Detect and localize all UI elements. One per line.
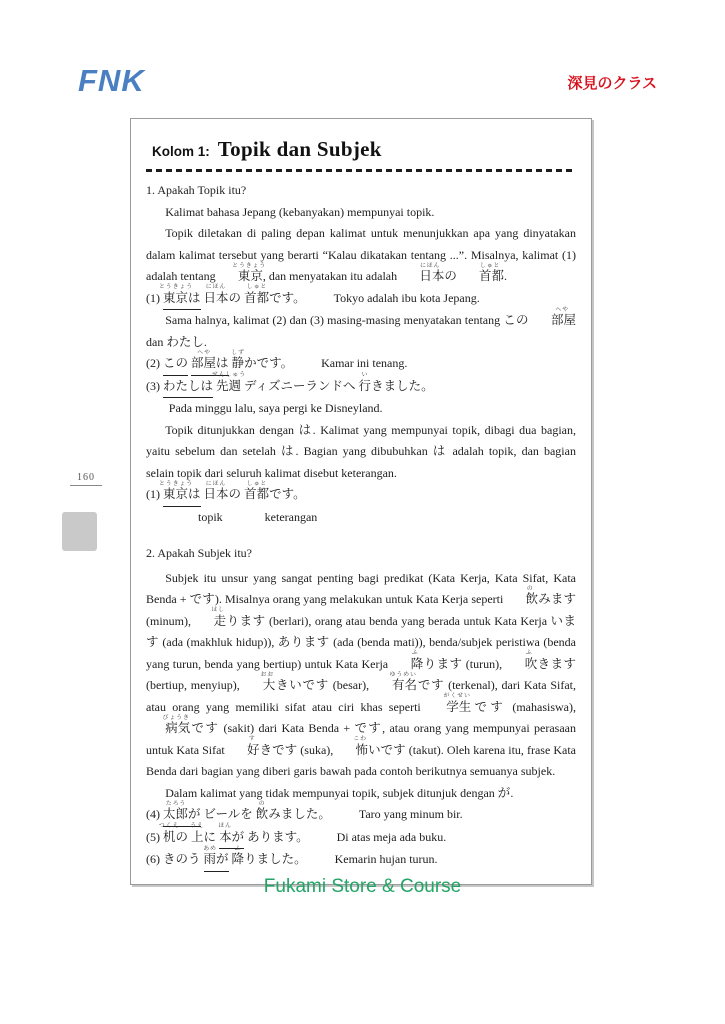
japanese-text: 日本 にほん [203,479,229,501]
margin-gray-box [62,512,97,551]
japanese-text: は [298,422,313,437]
japanese-text: は [280,444,296,458]
japanese-text: この [163,353,188,376]
japanese-text: 日本 にほん [400,266,444,288]
paragraph [146,568,576,783]
text-segment: (6) [146,852,163,866]
japanese-text: きました。 [371,378,434,393]
text-segment: (minum), [146,613,195,628]
text-segment: (suka), [297,742,337,757]
japanese-text: あります [277,635,330,649]
text-segment: 1. Apakah Topik itu? [146,183,247,197]
paragraph [146,223,576,288]
text-segment: Dalam kalimat yang tidak mempunyai topik, subjek ditunjuk dengan [165,785,498,800]
text-segment: adalah topik, dan bagian selain topik dari seluruh kalimat disebut keterangan. [146,444,576,480]
japanese-text: ります [226,613,266,628]
japanese-text: 太郎 たろう [163,804,188,827]
text-segment: Topik diletakan di paling depan kalimat untuk menunjukkan apa yang dinyatakan dalam kalimat tersebut yang berarti “Kalau dikatakan tentang ...”. Misalnya, kalimat (1) adalah tentang [146,226,576,283]
text-segment: (ada (makhluk hidup)), [158,635,278,649]
store-footer: Fukami Store & Course [263,876,462,897]
text-segment: Kamar ini tenang. [321,356,408,370]
japanese-text: きのう [163,852,201,866]
section-title-row [152,137,576,162]
text-segment: (sakit) dari Kata Benda + [219,721,355,735]
japanese-text: 東京 とうきょう [163,288,188,311]
japanese-text: 机 つくえ [159,821,180,844]
japanese-text: 東京 とうきょう [219,266,263,288]
text-segment: . [504,269,508,283]
furigana: しず [230,348,245,355]
japanese-text: 本 ほん [219,827,232,850]
dashed-divider [146,169,576,172]
text-segment: (1) [146,290,163,305]
furigana: にほん [420,261,441,268]
japanese-text: 部屋 へや [532,310,576,332]
japanese-text: です [189,592,215,606]
labels-line [146,507,576,529]
furigana: はし [211,605,226,613]
japanese-text: ります [423,656,463,671]
text-segment: Tokyo adalah ibu kota Jepang. [333,290,480,305]
japanese-text: 走 はし [194,611,226,633]
furigana: にほん [205,479,227,486]
japanese-text: です [471,699,507,714]
japanese-text: です。 [269,487,306,501]
japanese-text: は [188,288,201,311]
text-segment: Subjek itu unsur yang sangat penting bagi predikat (Kata Kerja, Kata Sifat, Kata Benda + [146,570,576,606]
example-line [146,844,576,872]
japanese-text: 有名 ゆうめい [373,675,417,697]
furigana: とうきょう [158,479,193,486]
japanese-text: 日本 にほん [203,282,229,305]
paragraph [146,783,576,805]
furigana: す [248,734,256,742]
japanese-text: きです [259,742,298,757]
text-segment: , atau orang yang mempunyai perasaan untuk Kata Sifat [146,721,576,757]
japanese-text: 降 ふ [392,654,424,676]
japanese-text: の [175,829,189,844]
japanese-text: は [216,353,229,376]
furigana: ふ [412,648,419,656]
japanese-text: 飲 の [255,799,269,821]
furigana: い [361,370,369,378]
furigana: がくせい [443,691,471,699]
japanese-text: の [444,269,457,283]
paragraph [146,202,576,224]
example-line [146,479,576,507]
japanese-text: 先週 せんしゅう [211,370,246,393]
text-segment: Di atas meja ada buku. [336,829,447,844]
japanese-text: 東京 とうきょう [163,484,188,507]
paragraph [146,420,576,485]
text-segment: Pada minggu lalu, saya pergi ke Disneyland. [168,401,383,415]
japanese-text: わたしは [163,376,213,399]
japanese-text: は [188,484,201,507]
text-segment: Kalimat bahasa Jepang (kebanyakan) mempunyai topik. [165,204,435,219]
furigana: ゆうめい [389,670,417,677]
text-segment: ). Misalnya orang yang melakukan untuk Kata Kerja seperti [214,592,507,606]
japanese-text: わたし [166,334,204,349]
example-part-label: topik [198,509,223,524]
japanese-text: 上 うえ [190,821,205,844]
japanese-text: みます [538,592,576,606]
text-segment: (5) [146,829,163,844]
japanese-text: あります。 [247,829,309,844]
furigana: にほん [205,282,227,290]
furigana: あめ [202,844,217,851]
japanese-text: 行 い [358,370,372,393]
furigana: ふ [234,844,242,851]
example-line [146,799,576,827]
page-header [0,0,725,98]
furigana: ふ [526,648,533,656]
japanese-text: ビールを [203,807,253,821]
text-segment: , dan menyatakan itu adalah [262,269,401,283]
furigana: たろう [165,799,186,806]
document-sheet [130,118,592,885]
japanese-text: 飲 の [506,589,538,611]
japanese-text: 学生 がくせい [427,697,471,719]
furigana: とうきょう [158,282,193,290]
japanese-text: です [190,721,220,735]
text-segment: 2. Apakah Subjek itu? [146,546,252,560]
translation-line [146,398,576,420]
japanese-text: いです [368,742,406,757]
japanese-text: 病気 びょうき [146,718,190,740]
japanese-text: この [503,313,529,327]
example-part-label: keterangan [264,509,318,524]
japanese-text: きます [537,656,576,671]
japanese-text: が [497,785,511,800]
text-segment: (4) [146,807,163,821]
section-heading [146,543,576,565]
japanese-text: かです。 [244,356,294,370]
japanese-text: です [417,678,445,692]
text-segment: Kemarin hujan turun. [334,852,438,866]
japanese-text: 首都 しゅと [460,266,504,288]
text-segment: . Bagian yang dibubuhkan [295,444,433,458]
fnk-logo: FNK [78,63,145,98]
text-segment: (1) [146,487,163,501]
japanese-text: 大 おお [244,675,276,697]
japanese-text: 吹 ふ [506,654,538,676]
text-segment: (3) [146,378,163,393]
text-segment: . [203,334,207,349]
japanese-text: 首都 しゅと [244,479,270,501]
japanese-text: です [354,721,383,735]
paragraph [146,305,576,353]
japanese-text: 怖 こわ [336,740,368,762]
text-segment: (takut). Oleh karena itu, frase Kata Benda dari bagian yang diberi garis bawah pada contoh berikutnya semuanya subjek. [146,742,576,778]
furigana: へや [196,348,211,355]
japanese-text: です。 [269,290,306,305]
text-segment: (bertiup, menyiup), [146,678,244,692]
text-segment: . Kalimat yang mempunyai topik, dibagi dua bagian, yaitu sebelum dan setelah [146,422,577,458]
japanese-text: 静 しず [230,348,245,370]
japanese-text: 雨 あめ [204,849,217,872]
page-number: 160 [70,472,102,486]
furigana: へや [555,305,569,312]
japanese-text: ディズニーランドへ [244,378,356,393]
text-segment: Sama halnya, kalimat (2) dan (3) masing-masing menyatakan tentang [165,313,504,327]
furigana: の [258,799,266,806]
page-body [146,180,576,872]
japanese-text: が [188,804,201,827]
class-label: 深見のクラス [567,75,657,92]
text-segment: (besar), [329,678,373,692]
furigana: とうきょう [231,261,266,268]
furigana: びょうき [162,713,190,720]
furigana: せんしゅう [211,370,246,378]
japanese-text: に [203,829,217,844]
text-segment: (mahasiswa), [506,699,576,714]
furigana: しゅと [246,282,267,290]
section-heading [146,180,576,202]
text-segment: (2) [146,356,163,370]
section-title: Topik dan Subjek [217,137,382,161]
japanese-text: 部屋 へや [191,353,216,376]
text-segment: (berlari), orang atau benda yang berada untuk Kata Kerja [265,613,551,628]
text-segment: Taro yang minum bir. [358,807,463,821]
furigana: の [527,584,534,591]
japanese-text: 首都 しゅと [244,282,270,305]
japanese-text: います [146,613,576,649]
example-line [146,370,576,399]
japanese-text: 好 す [228,740,260,762]
furigana: ほん [218,821,233,829]
japanese-text: りました。 [244,852,307,866]
text-segment: Topik ditunjukkan dengan [165,422,299,437]
furigana: こわ [353,734,368,742]
furigana: おお [260,670,275,677]
text-segment: dan [146,334,167,349]
japanese-text: の [228,487,242,501]
furigana: しゅと [246,479,267,486]
furigana: つくえ [159,821,180,829]
japanese-text: が [232,827,245,850]
furigana: しゅと [479,261,501,268]
furigana: うえ [190,821,205,829]
japanese-text: は [432,444,448,458]
section-title-prefix: Kolom 1: [152,144,210,159]
text-segment: . [510,785,514,800]
example-line [146,282,576,311]
japanese-text: きいです [275,678,330,692]
japanese-text: が [216,849,229,872]
text-segment: (turun), [462,656,506,671]
japanese-text: みました。 [268,807,331,821]
text-segment: (terkenal), dari Kata Sifat, atau orang yang memiliki sifat atau ciri khas seperti [146,678,576,714]
text-segment: (ada (benda mati)), benda/subjek peristiwa (benda yang turun, benda yang bertiup) untuk Kata Kerja [146,635,576,671]
japanese-text: 降 ふ [231,844,245,866]
japanese-text: の [228,290,242,305]
